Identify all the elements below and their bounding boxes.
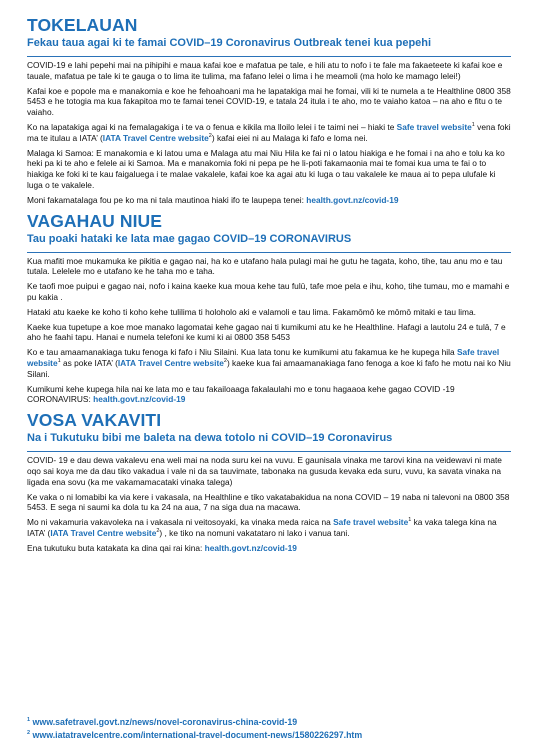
safe-travel-link[interactable]: Safe travel website <box>333 517 409 528</box>
divider <box>27 252 511 253</box>
text: Kumikumi kehe kupega hila nai ke lata mo e tau fakailoaaga fakalaulahi mo e tonu hagaaoa kehe gagao COVID -19 CORONAVIRUS: <box>27 383 455 405</box>
paragraph <box>27 195 511 206</box>
text: as poke IATA’ ( <box>60 357 118 368</box>
divider <box>27 451 511 452</box>
health-govt-link[interactable]: health.govt.nz/covid-19 <box>93 394 186 405</box>
footnote-url[interactable]: www.safetravel.govt.nz/news/novel-coronavirus-china-covid-19 <box>32 717 298 727</box>
paragraph <box>27 384 511 406</box>
footnote-ref: 2 <box>156 528 160 535</box>
section-subheading: Fekau taua agai ki te famai COVID–19 Coronavirus Outbreak tenei kua pepehi <box>27 37 432 49</box>
text: Ko na lapatakiga agai ki na femalagakiga i te va o fenua e kikila ma lloilo lelei i te taimi nei – hiaki te <box>27 121 397 132</box>
paragraph <box>27 122 511 144</box>
footnote-number: 1 <box>27 717 31 724</box>
section-fiji <box>27 411 511 553</box>
footnote-ref: 2 <box>208 133 212 139</box>
text: Ena tukutuku buta katakata ka dina qai rai kina: <box>27 542 205 553</box>
paragraph <box>27 543 511 554</box>
text: ) kaeke kua fai amaamanakiaga fano fenoga a koe ki fafo he motu nai ko Niu Silani. <box>27 357 511 379</box>
text: Mo ni vakamuria vakavoleka na i vakasala ni veitosoyaki, ka vinaka meda raica na <box>27 517 334 528</box>
paragraph <box>27 517 511 539</box>
text: ) , ke tiko na nomuni vakatataro ni lako i vanua tani. <box>159 527 350 538</box>
health-govt-link[interactable]: health.govt.nz/covid-19 <box>204 542 297 553</box>
footnote-url[interactable]: www.iatatravelcentre.com/international-travel-document-news/1580226297.htm <box>32 730 363 740</box>
section-niue <box>27 212 511 406</box>
footnote-ref: 1 <box>408 517 412 524</box>
paragraph: COVID-19 e lahi pepehi mai na pihipihi e maua kafai koe e mafatua pe tale, e hili atu to nofo i te fale ma fakaeteete ki kafai koe e tauale, mafatua pe tale ki te gauga o to lima ite tulima, ma fafano lelei o lima i he meamoli (ma holo ke mamago lelei!) <box>27 60 503 81</box>
section-heading: TOKELAUAN <box>27 15 138 35</box>
document-body <box>27 16 511 560</box>
footnote-ref: 2 <box>223 358 227 365</box>
section-heading: VAGAHAU NIUE <box>27 210 163 231</box>
paragraph <box>27 347 511 379</box>
safe-travel-link[interactable]: Safe travel website <box>27 347 500 368</box>
iata-travel-centre-link[interactable]: IATA Travel Centre website <box>102 132 209 143</box>
divider <box>27 56 511 57</box>
section-subheading: Tau poaki hataki ke lata mae gagao COVID–19 CORONAVIRUS <box>27 232 352 245</box>
footnote-ref: 1 <box>471 122 475 129</box>
paragraph: Hataki atu kaeke ke koho ti koho kehe tulilima ti holoholo aki e valamoli e tau lima. Fakamōmō ke mōmō mitaki e tau lima. <box>27 306 476 317</box>
paragraph: Kua mafiti moe mukamuka ke pikitia e gagao nai, ha ko e utafano hala pulagi mai he gutu he tagata, koho, tihe, tau anu mo e tau tutala. Lelelele mo e utafano ke he taha mo e taha. <box>27 255 503 277</box>
section-tokelauan <box>27 16 511 206</box>
health-govt-link[interactable]: health.govt.nz/covid-19 <box>306 194 399 205</box>
text: vena foki ma te itulau a IATA’ ( <box>27 121 511 143</box>
footnote-number: 2 <box>27 730 31 737</box>
paragraph: COVID- 19 e dau dewa vakalevu ena weli mai na noda suru kei na vuvu. E gaunisala vinaka me tarovi kina na veidewavi ni mate oqo sai koya me da dau tiko vakadua i vale ni da sa tauvimate, tabonaka na gusuda kevaka eda suru, vuvu, ka savata vinaka na ligada ena sovu (ka me vakamamacataki vinaka talega) <box>27 455 502 487</box>
section-heading: VOSA VAKAVITI <box>27 410 162 431</box>
paragraph: Kafai koe e popole ma e manakomia e koe he fehoahoani ma he lapatakiga mai he fomai, vili ki te numela a te Healthline 0800 358 5453 e he totogia ma kua fakapitoa mo te famai tenei COVID-19, e tatala 24 itula i te aho, mo te vaiaho katoa – na aho e fitu o te vaiaho. <box>27 85 511 118</box>
footnotes <box>27 716 511 742</box>
paragraph: Malaga ki Samoa: E manakomia e ki latou uma e Malaga atu mai Niu Hila ke fai ni o latou hiakiga e he fomai i na aho e tolu ka ko heki pa ki te aho e felele ai ki Samoa. Ma e manakomia foki ni pepa pe he li-poti fakamaonia mai te fomai kua uma te fai o to hiakiga ke foki ki te kau faigaluega i te malae vakalele, kafai koe ka agai atu ki luga o tau vakalele ke maua ai to pepa ulufale ki luga o te vakalele. <box>27 147 505 190</box>
paragraph: Kaeke kua tupetupe a koe moe manako lagomatai kehe gagao nai ti kumikumi atu ke he Healthline. Hafagi a lautolu 24 e tulā, 7 e aho he faahi tapu. Hanai e numela telefoni ke kumi ki ai 0800 358 5453 <box>27 321 506 343</box>
safe-travel-link[interactable]: Safe travel website <box>396 121 472 132</box>
text: Moni fakamatalaga fou pe ko ma ni tala mautinoa hiaki ifo te laupepa tenei: <box>27 194 307 205</box>
footnote-1[interactable] <box>27 716 511 729</box>
text: Ko e tau amaamanakiaga tuku fenoga ki fafo i Niu Silaini. Kua lata tonu ke kumikumi atu fakamua ke he kupega hila <box>27 347 457 358</box>
iata-travel-centre-link[interactable]: IATA Travel Centre website <box>117 357 224 368</box>
text: ) kafai eiei ni au Malaga ki fafo e loma nei. <box>211 132 368 143</box>
iata-travel-centre-link[interactable]: IATA Travel Centre website <box>50 527 157 538</box>
paragraph: Ke taofi moe puipui e gagao nai, nofo i kaina kaeke kua moua kehe tau fulū, tafe moe pela e ihu, koho, tihe tumau, mo e mamahi e pu kakia . <box>27 281 510 302</box>
text: ka vaka talega kina na IATA’ ( <box>27 517 497 538</box>
footnote-2[interactable] <box>27 729 511 742</box>
paragraph: Ke vaka o ni lomabibi ka via kere i vakasala, na Healthline e tiko vakatabakidua na nona COVID – 19 naba ni talevoni na 0800 358 5453. E sega ni saumi ka dola tu ka 24 na aua, 7 na siga dua na macawa. <box>27 491 510 513</box>
footnote-ref: 1 <box>57 358 61 365</box>
section-subheading: Na i Tukutuku bibi me baleta na dewa totolo ni COVID–19 Coronavirus <box>27 432 393 445</box>
